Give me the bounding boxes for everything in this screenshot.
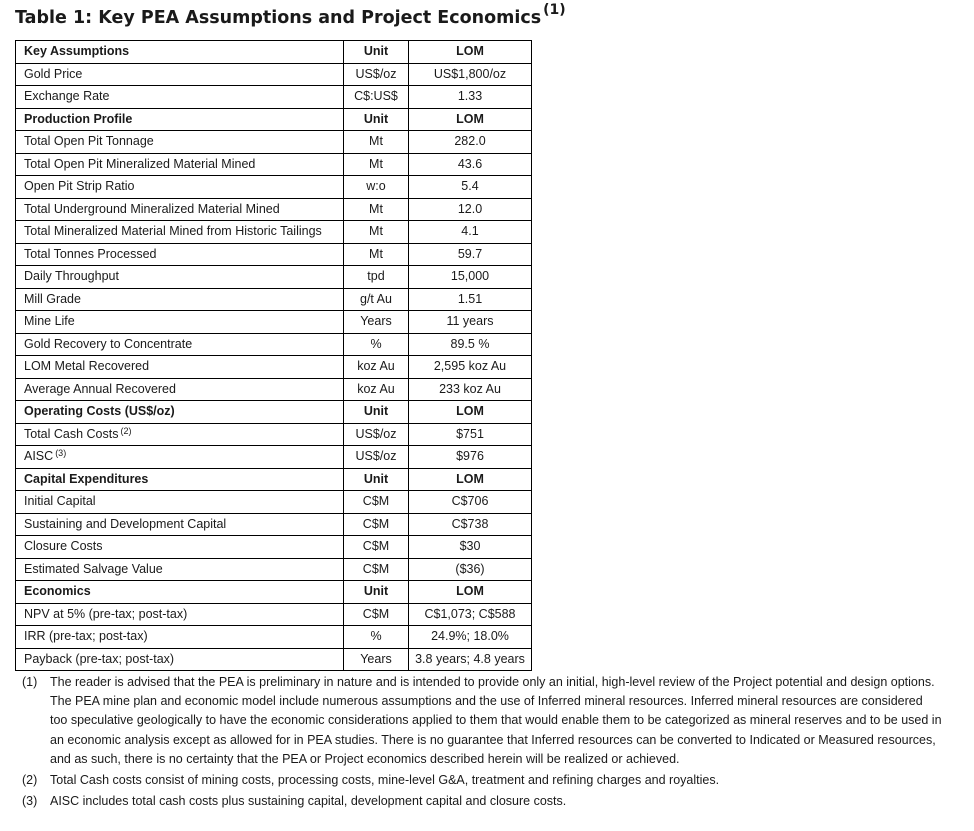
row-label-cell bbox=[16, 536, 344, 559]
table-row bbox=[16, 378, 532, 401]
row-label: Gold Recovery to Concentrate bbox=[24, 336, 193, 351]
row-label: Gold Price bbox=[24, 66, 83, 81]
lom-cell: 24.9%; 18.0% bbox=[409, 626, 532, 649]
unit-cell: Mt bbox=[344, 198, 409, 221]
row-label-cell bbox=[16, 513, 344, 536]
row-label-cell bbox=[16, 423, 344, 446]
section-header-row bbox=[16, 401, 532, 424]
footnote-number: (2) bbox=[22, 773, 38, 788]
row-label-cell bbox=[16, 131, 344, 154]
footnote-number: (1) bbox=[22, 675, 38, 689]
row-label-cell bbox=[16, 581, 344, 604]
lom-cell: C$706 bbox=[409, 491, 532, 514]
unit-cell: C$M bbox=[344, 603, 409, 626]
row-label-cell bbox=[16, 333, 344, 356]
row-label-cell bbox=[16, 266, 344, 289]
table-row bbox=[16, 446, 532, 469]
unit-cell: C$:US$ bbox=[344, 86, 409, 109]
row-label-cell bbox=[16, 603, 344, 626]
table-title-footnote-ref: (1) bbox=[543, 2, 566, 18]
footnote-item bbox=[22, 771, 942, 790]
unit-cell: Mt bbox=[344, 243, 409, 266]
lom-cell: US$1,800/oz bbox=[409, 63, 532, 86]
row-label: Operating Costs (US$/oz) bbox=[24, 404, 175, 419]
unit-cell: C$M bbox=[344, 558, 409, 581]
unit-cell: tpd bbox=[344, 266, 409, 289]
unit-cell: Unit bbox=[344, 41, 409, 64]
table-row bbox=[16, 513, 532, 536]
table-title bbox=[15, 4, 566, 28]
lom-cell: 282.0 bbox=[409, 131, 532, 154]
table-row bbox=[16, 198, 532, 221]
lom-cell: LOM bbox=[409, 41, 532, 64]
section-header-row bbox=[16, 581, 532, 604]
row-label: Total Open Pit Tonnage bbox=[24, 134, 154, 149]
lom-cell: LOM bbox=[409, 468, 532, 491]
unit-cell: Unit bbox=[344, 401, 409, 424]
row-label-cell bbox=[16, 626, 344, 649]
row-label: Exchange Rate bbox=[24, 89, 110, 104]
table-row bbox=[16, 86, 532, 109]
table-row bbox=[16, 153, 532, 176]
row-label: Closure Costs bbox=[24, 539, 103, 554]
table-row bbox=[16, 243, 532, 266]
row-label: Key Assumptions bbox=[24, 44, 130, 59]
table-row bbox=[16, 536, 532, 559]
row-label-cell bbox=[16, 221, 344, 244]
row-label: Sustaining and Development Capital bbox=[24, 516, 227, 531]
row-label-cell bbox=[16, 378, 344, 401]
lom-cell: 2,595 koz Au bbox=[409, 356, 532, 379]
lom-cell: 43.6 bbox=[409, 153, 532, 176]
table-row bbox=[16, 423, 532, 446]
pea-economics-table bbox=[15, 40, 532, 671]
lom-cell: 11 years bbox=[409, 311, 532, 334]
table-body bbox=[16, 41, 532, 671]
unit-cell: Unit bbox=[344, 581, 409, 604]
row-label: Capital Expenditures bbox=[24, 471, 149, 486]
table-row bbox=[16, 63, 532, 86]
lom-cell: C$738 bbox=[409, 513, 532, 536]
row-label: Initial Capital bbox=[24, 494, 96, 509]
unit-cell: koz Au bbox=[344, 356, 409, 379]
lom-cell: $30 bbox=[409, 536, 532, 559]
footnote-text: AISC includes total cash costs plus sustaining capital, development capital and closure costs. bbox=[50, 794, 567, 809]
row-label-cell bbox=[16, 176, 344, 199]
row-label: Total Open Pit Mineralized Material Mined bbox=[24, 156, 256, 171]
unit-cell: Mt bbox=[344, 153, 409, 176]
row-label-cell bbox=[16, 468, 344, 491]
footnote-ref: (2) bbox=[120, 425, 132, 436]
unit-cell: US$/oz bbox=[344, 423, 409, 446]
footnotes bbox=[22, 673, 942, 813]
row-label-cell bbox=[16, 446, 344, 469]
unit-cell: C$M bbox=[344, 536, 409, 559]
lom-cell: $751 bbox=[409, 423, 532, 446]
lom-cell: $976 bbox=[409, 446, 532, 469]
row-label-cell bbox=[16, 356, 344, 379]
section-header-row bbox=[16, 468, 532, 491]
unit-cell: Mt bbox=[344, 221, 409, 244]
table-row bbox=[16, 288, 532, 311]
row-label: Total Mineralized Material Mined from Historic Tailings bbox=[24, 224, 322, 239]
row-label: Daily Throughput bbox=[24, 269, 119, 284]
row-label-cell bbox=[16, 198, 344, 221]
row-label: LOM Metal Recovered bbox=[24, 359, 150, 374]
unit-cell: w:o bbox=[344, 176, 409, 199]
unit-cell: Mt bbox=[344, 131, 409, 154]
row-label: NPV at 5% (pre-tax; post-tax) bbox=[24, 606, 188, 621]
unit-cell: US$/oz bbox=[344, 446, 409, 469]
unit-cell: % bbox=[344, 333, 409, 356]
lom-cell: 15,000 bbox=[409, 266, 532, 289]
footnote-number: (3) bbox=[22, 794, 38, 809]
row-label-cell bbox=[16, 153, 344, 176]
lom-cell: LOM bbox=[409, 108, 532, 131]
unit-cell: Years bbox=[344, 311, 409, 334]
footnote-item bbox=[22, 792, 942, 811]
unit-cell: C$M bbox=[344, 513, 409, 536]
row-label: Total Underground Mineralized Material Mined bbox=[24, 201, 280, 216]
row-label: Production Profile bbox=[24, 111, 133, 126]
row-label: Average Annual Recovered bbox=[24, 381, 176, 396]
row-label: Mine Life bbox=[24, 314, 75, 329]
table-title-text: Table 1: Key PEA Assumptions and Project Economics bbox=[15, 7, 542, 28]
table-row bbox=[16, 131, 532, 154]
row-label-cell bbox=[16, 491, 344, 514]
row-label-cell bbox=[16, 288, 344, 311]
unit-cell: US$/oz bbox=[344, 63, 409, 86]
table-row bbox=[16, 176, 532, 199]
row-label-cell bbox=[16, 311, 344, 334]
unit-cell: koz Au bbox=[344, 378, 409, 401]
footnote-ref: (3) bbox=[55, 448, 67, 459]
row-label-cell bbox=[16, 41, 344, 64]
table-row bbox=[16, 356, 532, 379]
table-row bbox=[16, 311, 532, 334]
row-label: Open Pit Strip Ratio bbox=[24, 179, 135, 194]
table-row bbox=[16, 221, 532, 244]
unit-cell: Years bbox=[344, 648, 409, 671]
row-label-cell bbox=[16, 243, 344, 266]
row-label-cell bbox=[16, 63, 344, 86]
row-label: Mill Grade bbox=[24, 291, 81, 306]
lom-cell: ($36) bbox=[409, 558, 532, 581]
table-row bbox=[16, 491, 532, 514]
table-row bbox=[16, 266, 532, 289]
unit-cell: Unit bbox=[344, 108, 409, 131]
row-label: Estimated Salvage Value bbox=[24, 561, 163, 576]
row-label: AISC bbox=[24, 449, 54, 464]
lom-cell: 233 koz Au bbox=[409, 378, 532, 401]
row-label: Total Tonnes Processed bbox=[24, 246, 157, 261]
lom-cell: 89.5 % bbox=[409, 333, 532, 356]
unit-cell: % bbox=[344, 626, 409, 649]
table-row bbox=[16, 333, 532, 356]
row-label-cell bbox=[16, 108, 344, 131]
table-row bbox=[16, 626, 532, 649]
lom-cell: 1.51 bbox=[409, 288, 532, 311]
row-label-cell bbox=[16, 86, 344, 109]
row-label-cell bbox=[16, 401, 344, 424]
row-label: Payback (pre-tax; post-tax) bbox=[24, 651, 175, 666]
lom-cell: LOM bbox=[409, 401, 532, 424]
section-header-row bbox=[16, 41, 532, 64]
lom-cell: 4.1 bbox=[409, 221, 532, 244]
lom-cell: 59.7 bbox=[409, 243, 532, 266]
row-label: Economics bbox=[24, 584, 91, 599]
lom-cell: 3.8 years; 4.8 years bbox=[409, 648, 532, 671]
lom-cell: C$1,073; C$588 bbox=[409, 603, 532, 626]
unit-cell: C$M bbox=[344, 491, 409, 514]
unit-cell: g/t Au bbox=[344, 288, 409, 311]
footnote-text: The reader is advised that the PEA is preliminary in nature and is intended to provide only an initial, high-level review of the Project potential and design options. The PEA mine plan and economic model include numerous assumptions and the use of Inferred mineral resources. Inferred mineral resources are considered too speculative geologically to have the economic considerations applied to them that would enable them to be categorized as mineral reserves and to be used in an economic analysis except as allowed for in PEA studies. There is no guarantee that Inferred resources can be converted to Indicated or Measured resources, and as such, there is no certainty that the PEA or Project economics described herein will be realized or achieved. bbox=[50, 675, 942, 766]
row-label: IRR (pre-tax; post-tax) bbox=[24, 629, 148, 644]
row-label: Total Cash Costs bbox=[24, 426, 119, 441]
footnote-text: Total Cash costs consist of mining costs, processing costs, mine-level G&A, treatment and refining charges and royalties. bbox=[50, 773, 720, 788]
lom-cell: 1.33 bbox=[409, 86, 532, 109]
section-header-row bbox=[16, 108, 532, 131]
unit-cell: Unit bbox=[344, 468, 409, 491]
lom-cell: 5.4 bbox=[409, 176, 532, 199]
row-label-cell bbox=[16, 648, 344, 671]
lom-cell: LOM bbox=[409, 581, 532, 604]
footnote-item bbox=[22, 673, 942, 769]
row-label-cell bbox=[16, 558, 344, 581]
lom-cell: 12.0 bbox=[409, 198, 532, 221]
table-row bbox=[16, 558, 532, 581]
table-row bbox=[16, 603, 532, 626]
table-row bbox=[16, 648, 532, 671]
